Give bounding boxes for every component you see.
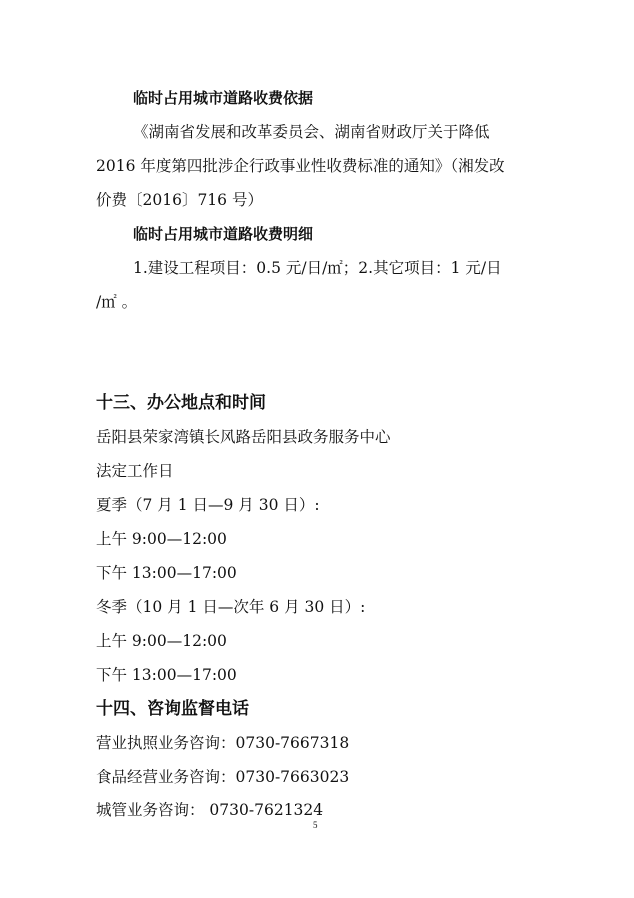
fee-basis-title: 临时占用城市道路收费依据 bbox=[133, 89, 314, 107]
fee-basis-text-line-2: 2016 年度第四批涉企行政事业性收费标准的通知》（湘发改 bbox=[96, 157, 505, 175]
summer-morning-hours: 上午 9:00—12:00 bbox=[96, 530, 227, 548]
fee-detail-text-line-1: 1.建设工程项目：0.5 元/日/㎡；2.其它项目：1 元/日 bbox=[133, 259, 502, 277]
fee-detail-text-line-2: /㎡ 。 bbox=[96, 293, 138, 311]
section-14-title: 十四、咨询监督电话 bbox=[96, 699, 249, 719]
phone-city-management: 城管业务咨询： 0730-7621324 bbox=[96, 801, 324, 819]
page-number: 5 bbox=[313, 820, 318, 830]
section-13-title: 十三、办公地点和时间 bbox=[96, 393, 266, 413]
fee-basis-text-line-1: 《湖南省发展和改革委员会、湖南省财政厅关于降低 bbox=[133, 123, 490, 141]
summer-afternoon-hours: 下午 13:00—17:00 bbox=[96, 564, 237, 582]
winter-afternoon-hours: 下午 13:00—17:00 bbox=[96, 666, 237, 684]
fee-basis-text-line-3: 价费〔2016〕716 号） bbox=[96, 191, 263, 209]
office-address: 岳阳县荣家湾镇长风路岳阳县政务服务中心 bbox=[96, 428, 391, 446]
summer-schedule: 夏季（7 月 1 日—9 月 30 日）: bbox=[96, 496, 320, 514]
winter-morning-hours: 上午 9:00—12:00 bbox=[96, 632, 227, 650]
phone-food-business: 食品经营业务咨询：0730-7663023 bbox=[96, 768, 350, 786]
office-workday: 法定工作日 bbox=[96, 462, 174, 480]
winter-schedule: 冬季（10 月 1 日—次年 6 月 30 日）: bbox=[96, 598, 366, 616]
fee-detail-title: 临时占用城市道路收费明细 bbox=[133, 225, 314, 243]
phone-business-license: 营业执照业务咨询：0730-7667318 bbox=[96, 734, 350, 752]
